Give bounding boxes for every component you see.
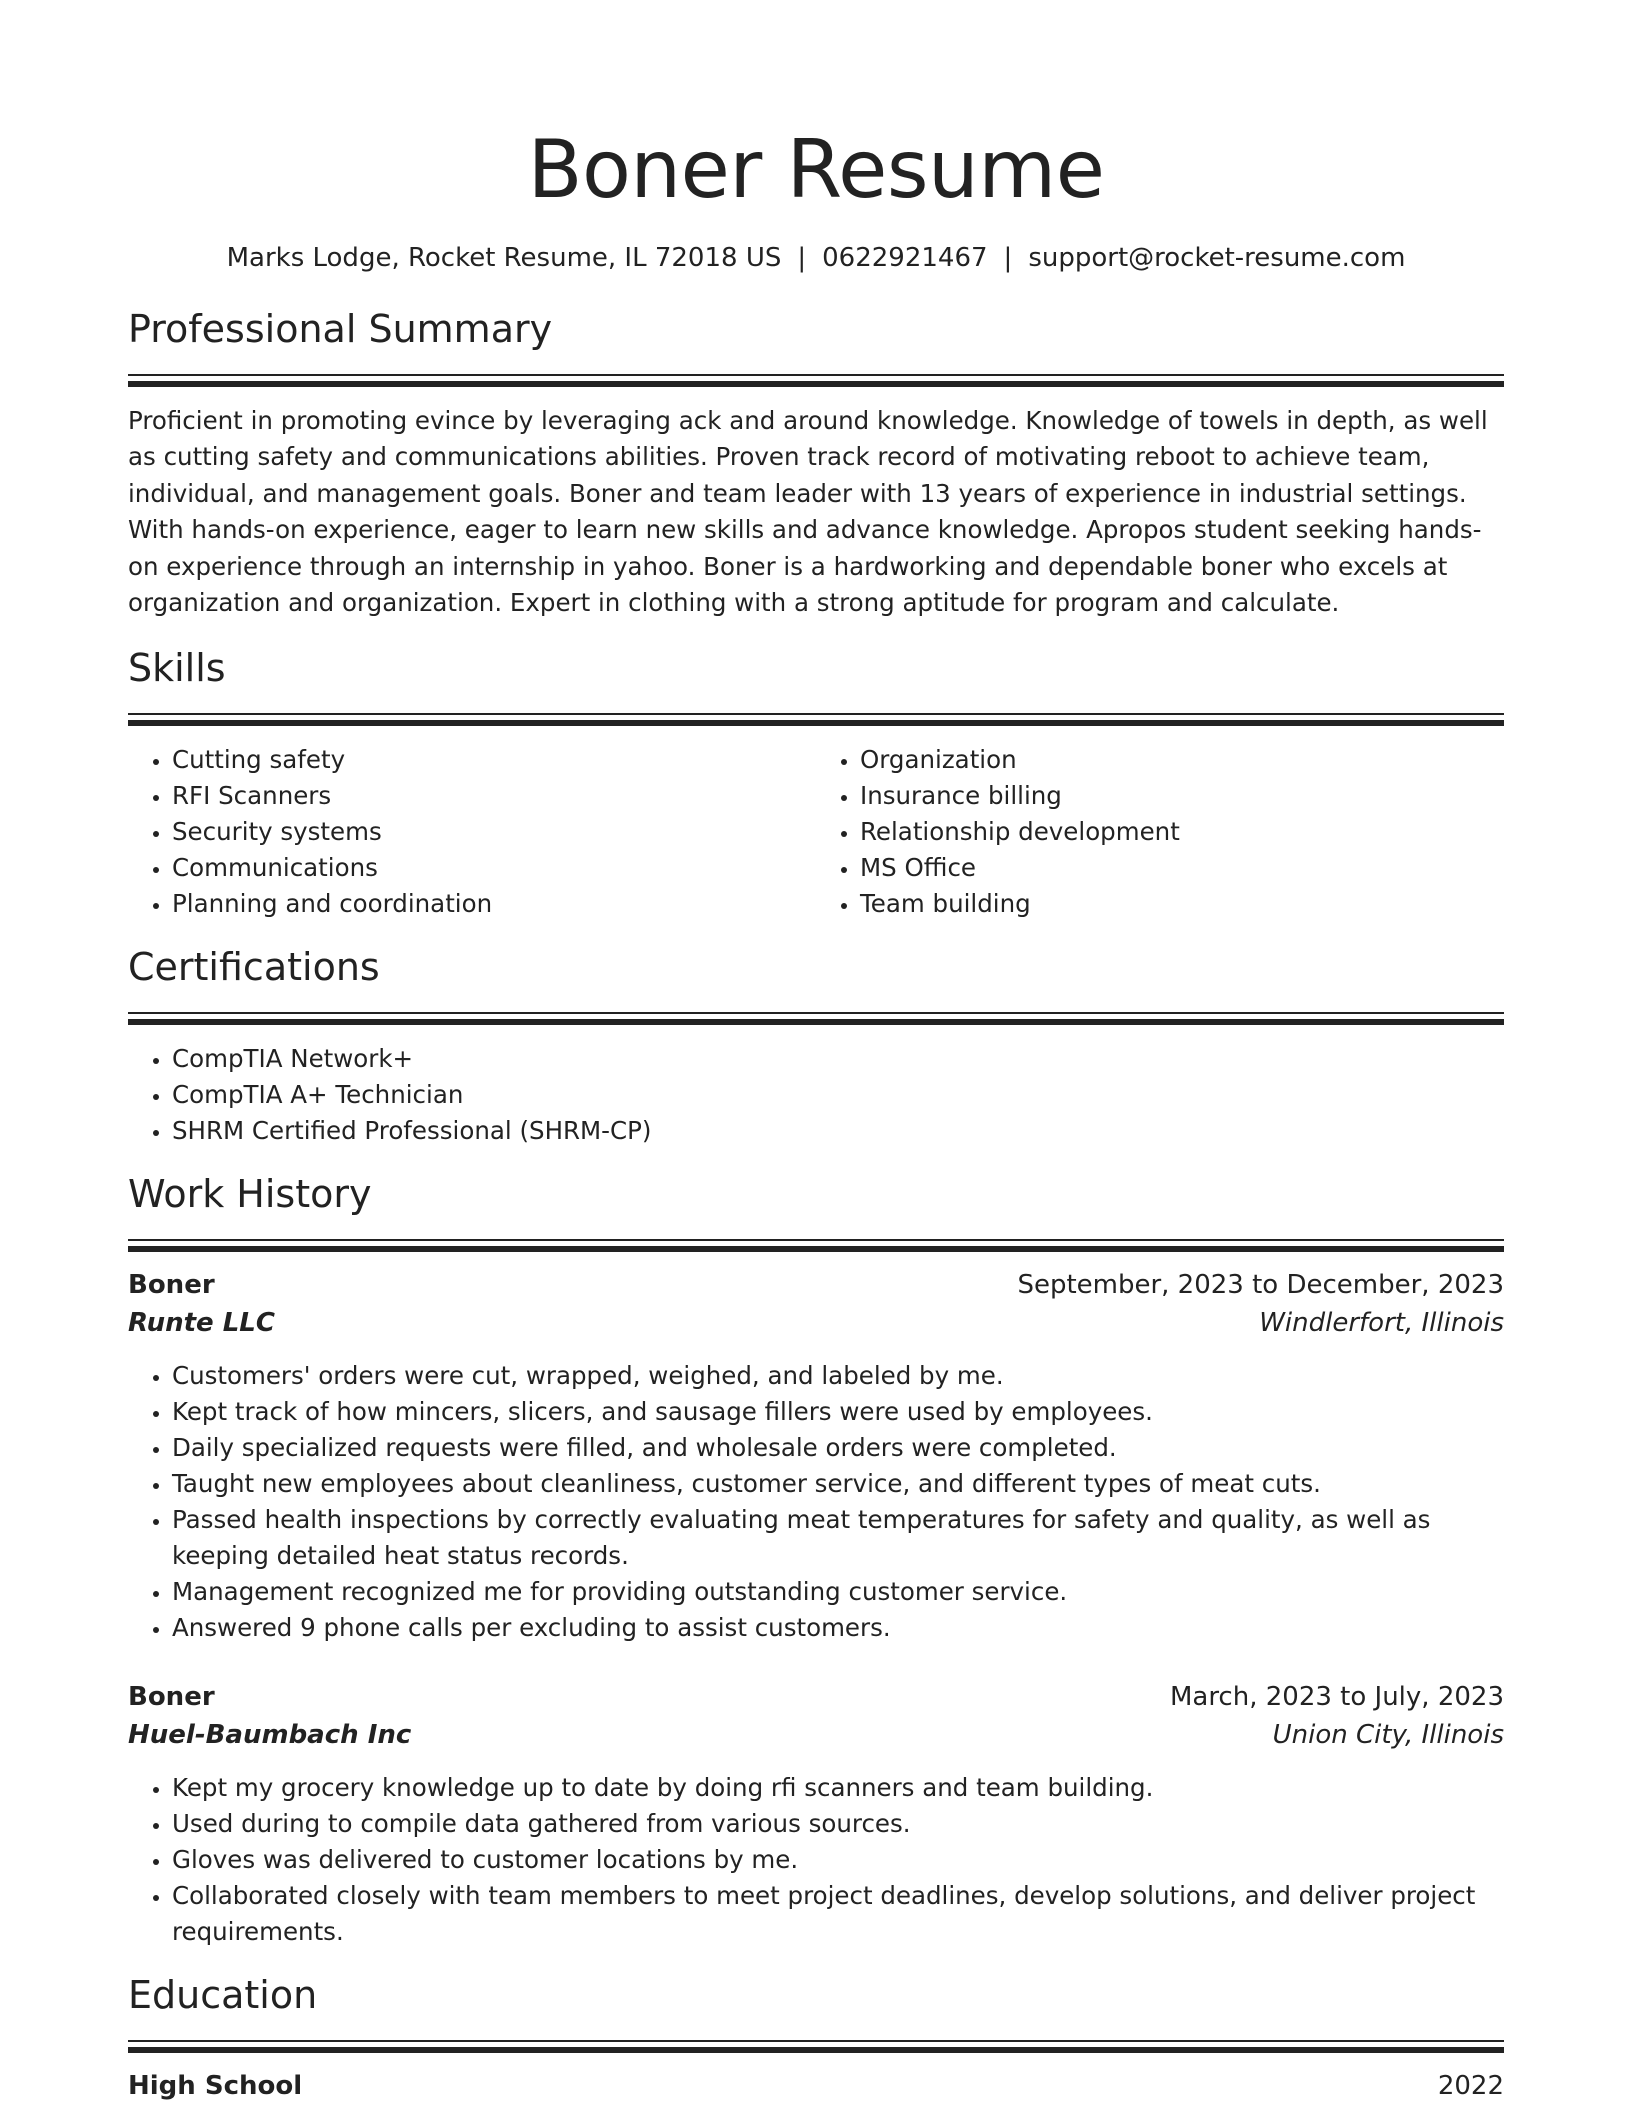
skill-item: • Team building [860, 886, 1504, 922]
section-divider [128, 713, 1504, 726]
job-location: Union City, Illinois [1272, 1720, 1504, 1751]
job-header [128, 1266, 1504, 1304]
skill-item: • Cutting safety [172, 742, 816, 778]
resume-page [128, 0, 1504, 2105]
skill-item: • Organization [860, 742, 1504, 778]
job-bullets [128, 1358, 1504, 1646]
job-subheader [128, 1304, 1504, 1342]
education-entry [128, 2067, 1504, 2105]
job-bullet: • Taught new employees about cleanliness, customer service, and different types of meat cuts. [172, 1466, 1504, 1502]
education-section [128, 1972, 1504, 2105]
address: Marks Lodge, Rocket Resume, IL 72018 US [226, 243, 782, 273]
section-title-certifications: Certifications [128, 945, 380, 990]
certification-item: • CompTIA Network+ [172, 1041, 1504, 1077]
skill-item: • Security systems [172, 814, 816, 850]
job-dates: March, 2023 to July, 2023 [1169, 1682, 1504, 1713]
job-bullets [128, 1770, 1504, 1950]
section-divider [128, 1239, 1504, 1252]
skill-item: • RFI Scanners [172, 778, 816, 814]
skill-item: • MS Office [860, 850, 1504, 886]
section-divider [128, 1012, 1504, 1025]
section-title-education: Education [128, 1973, 318, 2018]
section-divider [128, 2040, 1504, 2053]
job-bullet: • Passed health inspections by correctly evaluating meat temperatures for safety and quality, as well as keeping detailed heat status records. [172, 1502, 1504, 1574]
skills-list-right [816, 742, 1504, 922]
separator: | [1003, 243, 1013, 273]
job-bullet: • Gloves was delivered to customer locations by me. [172, 1842, 1504, 1878]
job-title: Boner [128, 1682, 215, 1713]
job-bullet: • Kept my grocery knowledge up to date by doing rfi scanners and team building. [172, 1770, 1504, 1806]
certification-item: • CompTIA A+ Technician [172, 1077, 1504, 1113]
certifications-list [128, 1041, 1504, 1149]
job-title: Boner [128, 1270, 215, 1301]
skill-item: • Planning and coordination [172, 886, 816, 922]
job-dates: September, 2023 to December, 2023 [1017, 1270, 1504, 1301]
skill-item: • Relationship development [860, 814, 1504, 850]
resume-name: Boner Resume [527, 123, 1105, 216]
section-title-work-history: Work History [128, 1172, 372, 1217]
section-divider [128, 374, 1504, 387]
skills-section [128, 645, 1504, 922]
summary-section [128, 306, 1504, 621]
email: support@rocket-resume.com [1028, 243, 1406, 273]
skills-columns [128, 742, 1504, 922]
skill-item: • Communications [172, 850, 816, 886]
job-location: Windlerfort, Illinois [1259, 1308, 1504, 1339]
job-bullet: • Used during to compile data gathered from various sources. [172, 1806, 1504, 1842]
job-bullet: • Answered 9 phone calls per excluding to assist customers. [172, 1610, 1504, 1646]
job-bullet: • Customers' orders were cut, wrapped, weighed, and labeled by me. [172, 1358, 1504, 1394]
work-history-section [128, 1171, 1504, 1950]
separator: | [797, 243, 807, 273]
contact-line [128, 240, 1504, 276]
education-year: 2022 [1437, 2071, 1504, 2102]
job-bullet: • Daily specialized requests were filled, and wholesale orders were completed. [172, 1430, 1504, 1466]
certifications-section [128, 944, 1504, 1149]
job-subheader [128, 1716, 1504, 1754]
section-title-summary: Professional Summary [128, 307, 553, 351]
job-bullet: • Management recognized me for providing outstanding customer service. [172, 1574, 1504, 1610]
phone: 0622921467 [822, 243, 988, 273]
certification-item: • SHRM Certified Professional (SHRM-CP) [172, 1113, 1504, 1149]
skills-list-left [128, 742, 816, 922]
job-bullet: • Collaborated closely with team members to meet project deadlines, develop solutions, and deliver project requirements. [172, 1878, 1504, 1950]
summary-text: Proficient in promoting evince by leveraging ack and around knowledge. Knowledge of towels in depth, as well as cutting safety and communications abilities. Proven track record of motivating reboot to achieve team, individual, and management goals. Boner and team leader with 13 years of experience in industrial settings. With hands-on experience, eager to learn new skills and advance knowledge. Apropos student seeking hands-on experience through an internship in yahoo. Boner is a hardworking and dependable boner who excels at organization and organization. Expert in clothing with a strong aptitude for program and calculate. [128, 406, 1488, 618]
education-degree: High School [128, 2071, 303, 2102]
job-bullet: • Kept track of how mincers, slicers, and sausage fillers were used by employees. [172, 1394, 1504, 1430]
skill-item: • Insurance billing [860, 778, 1504, 814]
section-title-skills: Skills [128, 646, 226, 691]
job-company: Runte LLC [128, 1308, 275, 1339]
job-header [128, 1678, 1504, 1716]
job-company: Huel-Baumbach Inc [128, 1720, 412, 1751]
job-entry [128, 1266, 1504, 1646]
job-entry [128, 1678, 1504, 1950]
